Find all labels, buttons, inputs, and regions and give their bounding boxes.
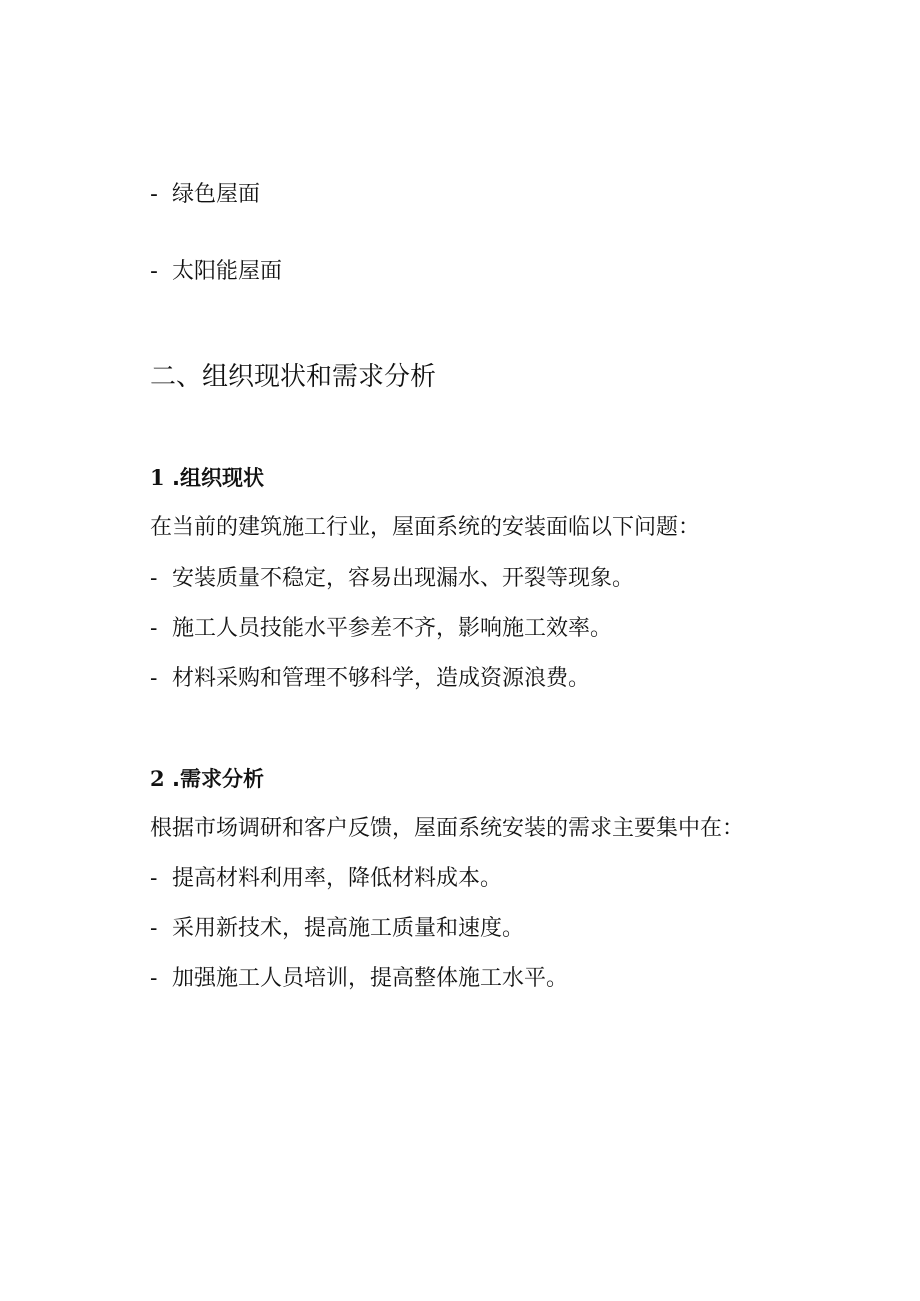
list-item-solar-roof xyxy=(150,258,282,286)
subsection-heading-status xyxy=(150,464,264,492)
list-bullet: - xyxy=(150,259,158,284)
list-item-text: 材料采购和管理不够科学，造成资源浪费。 xyxy=(172,666,591,691)
list-bullet: - xyxy=(150,966,158,991)
list-item-text: 安装质量不稳定，容易出现漏水、开裂等现象。 xyxy=(172,566,635,591)
list-item xyxy=(150,965,568,993)
list-item xyxy=(150,665,590,693)
list-bullet: - xyxy=(150,916,158,941)
list-bullet: - xyxy=(150,666,158,691)
paragraph-intro: 根据市场调研和客户反馈，屋面系统安装的需求主要集中在： xyxy=(150,816,745,841)
list-item-text: 提高材料利用率，降低材料成本。 xyxy=(172,866,503,891)
subsection-number: 1 xyxy=(150,465,165,490)
list-item xyxy=(150,615,612,643)
subsection-heading-needs xyxy=(150,765,264,793)
list-item xyxy=(150,915,524,943)
list-item-text: 施工人员技能水平参差不齐，影响施工效率。 xyxy=(172,616,613,641)
list-bullet: - xyxy=(150,182,158,207)
subsection-title: .需求分析 xyxy=(172,767,264,791)
section-heading: 二、组织现状和需求分析 xyxy=(150,362,437,392)
paragraph-intro: 在当前的建筑施工行业，屋面系统的安装面临以下问题： xyxy=(150,515,701,540)
list-bullet: - xyxy=(150,616,158,641)
subsection-title: .组织现状 xyxy=(172,466,264,490)
subsection-number: 2 xyxy=(150,766,165,791)
list-bullet: - xyxy=(150,866,158,891)
list-bullet: - xyxy=(150,566,158,591)
list-item-green-roof xyxy=(150,181,260,209)
list-item-text: 太阳能屋面 xyxy=(172,259,283,284)
list-item-text: 绿色屋面 xyxy=(172,182,261,207)
list-item-text: 采用新技术，提高施工质量和速度。 xyxy=(172,916,525,941)
list-item xyxy=(150,565,634,593)
list-item-text: 加强施工人员培训，提高整体施工水平。 xyxy=(172,966,569,991)
list-item xyxy=(150,865,502,893)
